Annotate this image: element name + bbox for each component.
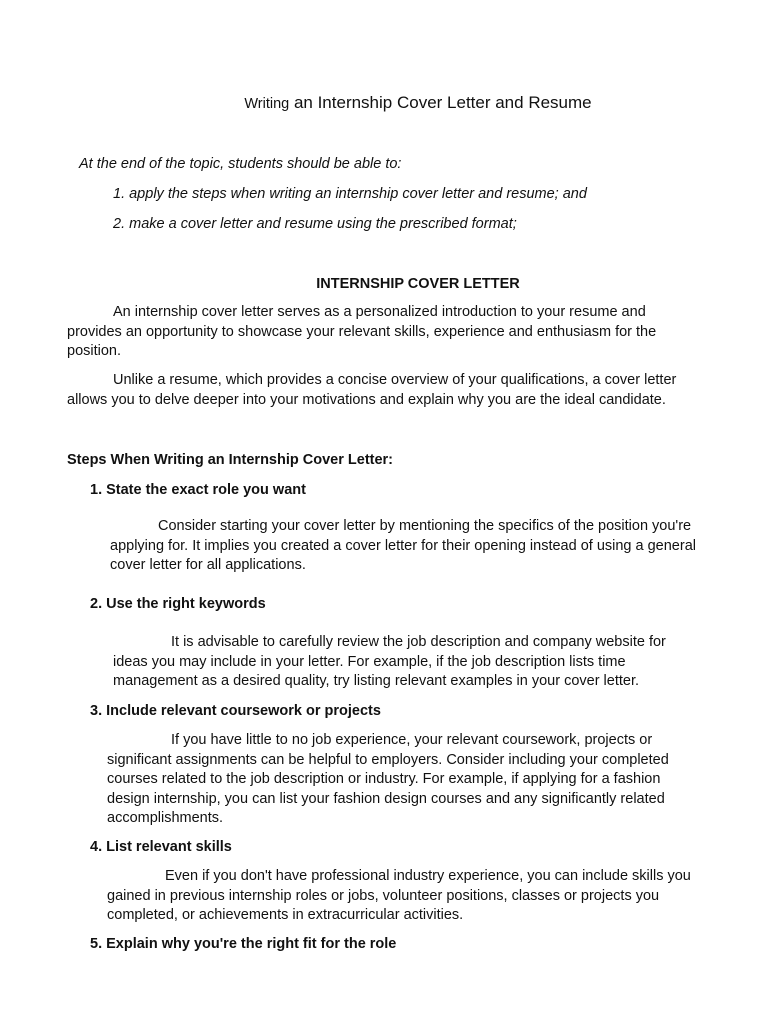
step-3-body (107, 731, 669, 829)
section-heading: INTERNSHIP COVER LETTER (316, 276, 520, 292)
step-4-body (107, 867, 691, 926)
step-1-label: 1. State the exact role you want (90, 482, 306, 498)
paragraph-line: cover letter for all applications. (110, 557, 306, 573)
objective-item-2: 2. make a cover letter and resume using the prescribed format; (113, 216, 517, 232)
paragraph-line: allows you to delve deeper into your motivations and explain why you are the ideal candidate. (67, 391, 666, 408)
step-2-body (113, 633, 666, 692)
title-main: an Internship Cover Letter and Resume (293, 93, 592, 112)
paragraph-line: courses related to the job description or industry. For example, if applying for a fashion (107, 771, 661, 787)
intro-paragraph-2 (67, 371, 676, 410)
steps-heading: Steps When Writing an Internship Cover Letter: (67, 452, 394, 468)
step-2-label: 2. Use the right keywords (90, 596, 266, 612)
paragraph-line: significant assignments can be helpful to employers. Consider including your completed (107, 751, 669, 768)
page-title (0, 93, 768, 115)
step-4-label: 4. List relevant skills (90, 839, 232, 855)
step-1-body (110, 517, 696, 576)
paragraph-line: position. (67, 343, 122, 359)
paragraph-line: gained in previous internship roles or jobs, volunteer positions, classes or projects you (107, 887, 660, 904)
title-prefix: Writing (244, 96, 290, 112)
paragraph-line: completed, or achievements in extracurricular activities. (107, 907, 464, 923)
paragraph-line: Consider starting your cover letter by mentioning the specifics of the position you're (158, 518, 692, 534)
intro-paragraph-1 (67, 303, 656, 362)
paragraph-line: design internship, you can list your fashion design courses and any significantly related (107, 790, 665, 807)
step-3-label: 3. Include relevant coursework or projects (90, 703, 381, 719)
paragraph-line: applying for. It implies you created a cover letter for their opening instead of using a general (110, 537, 696, 554)
objectives-intro: At the end of the topic, students should be able to: (79, 156, 402, 172)
step-5-label: 5. Explain why you're the right fit for the role (90, 936, 397, 952)
paragraph-line: Unlike a resume, which provides a concise overview of your qualifications, a cover letter (113, 372, 677, 388)
objective-item-1: 1. apply the steps when writing an internship cover letter and resume; and (113, 186, 587, 202)
paragraph-line: It is advisable to carefully review the job description and company website for (171, 634, 666, 650)
paragraph-line: ideas you may include in your letter. For example, if the job description lists time (113, 653, 626, 670)
paragraph-line: management as a desired quality, try listing relevant examples in your cover letter. (113, 673, 640, 689)
paragraph-line: provides an opportunity to showcase your relevant skills, experience and enthusiasm for the (67, 323, 657, 340)
paragraph-line: An internship cover letter serves as a personalized introduction to your resume and (113, 304, 646, 320)
paragraph-line: accomplishments. (107, 810, 224, 826)
paragraph-line: Even if you don't have professional industry experience, you can include skills you (165, 868, 691, 884)
paragraph-line: If you have little to no job experience, your relevant coursework, projects or (171, 732, 653, 748)
